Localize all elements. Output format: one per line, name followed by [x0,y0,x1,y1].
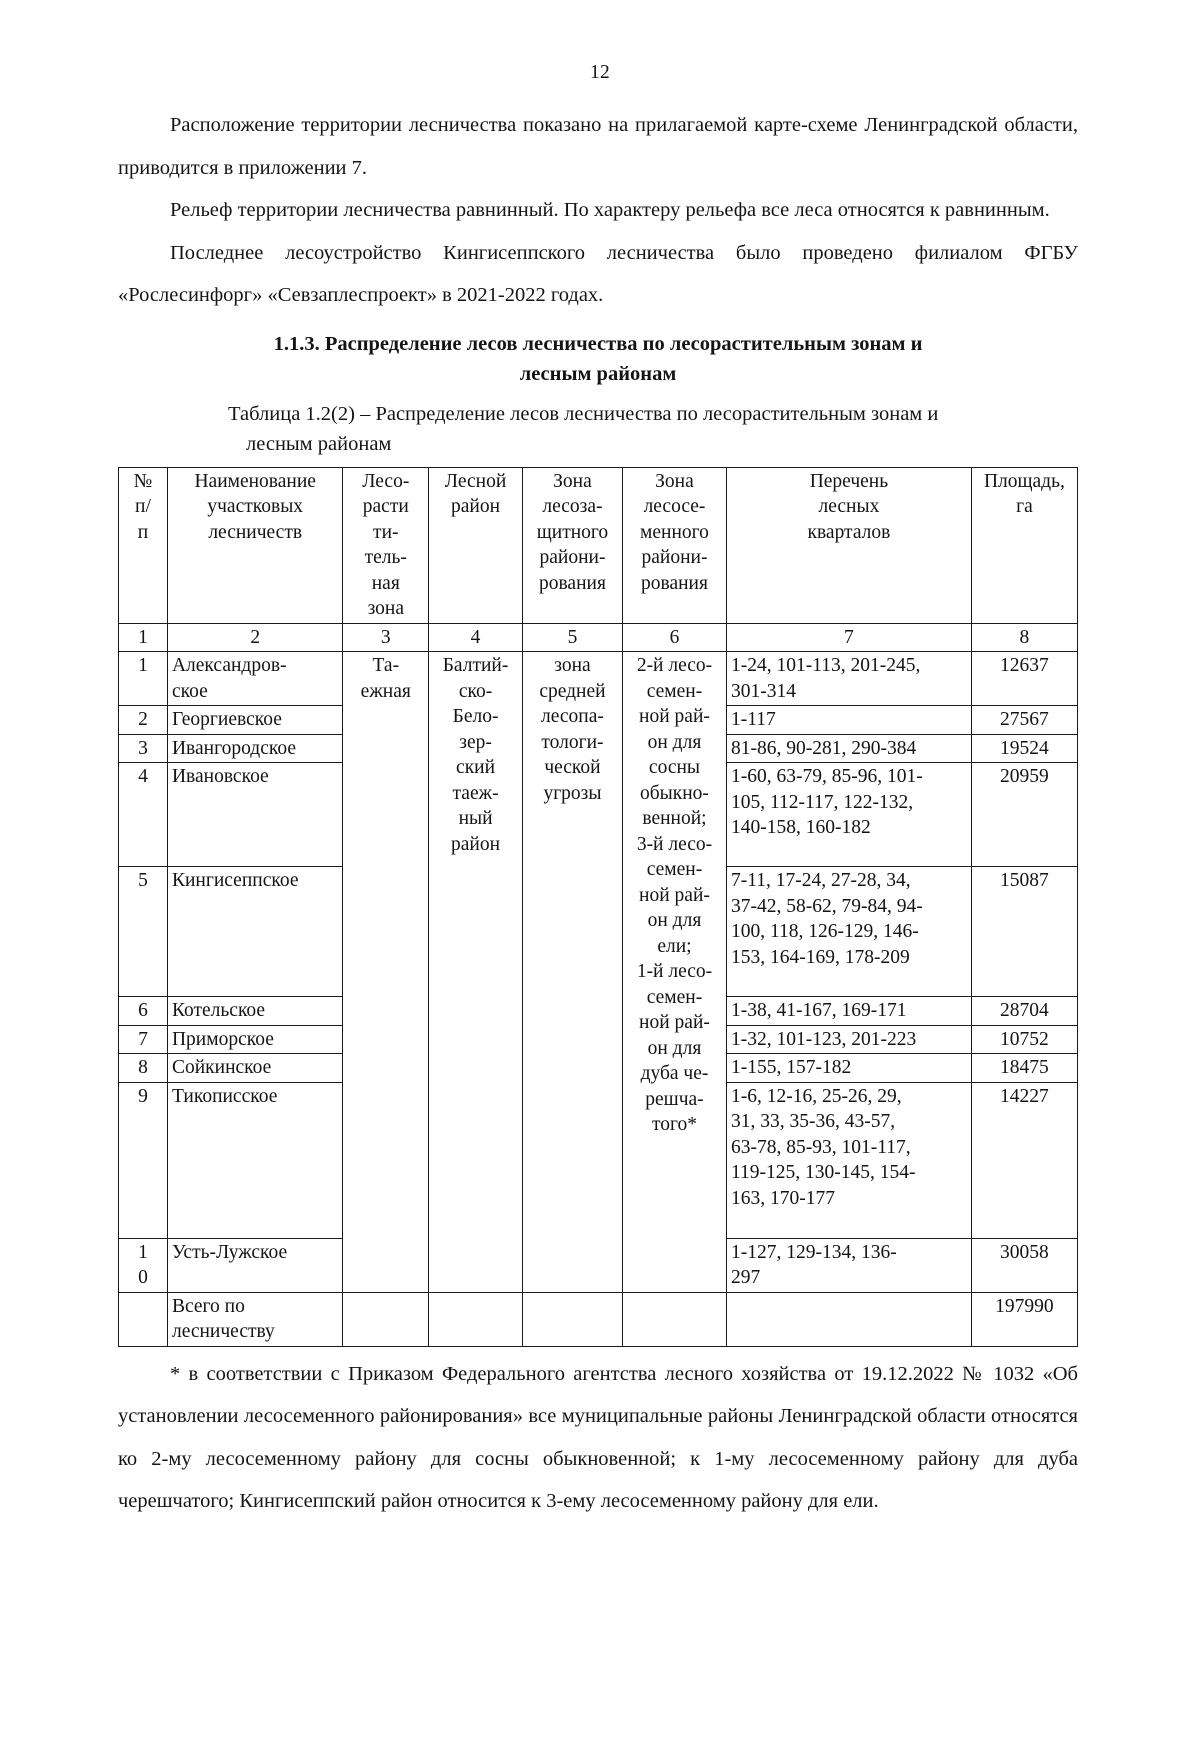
colnum-1: 1 [119,623,168,652]
cell-protection-zone-merged: зона средней лесопа- тологи- ческой угрозы [522,652,622,1293]
section-heading [118,329,1078,389]
cell-quarters: 7-11, 17-24, 27-28, 34, 37-42, 58-62, 79-84, 94- 100, 118, 126-129, 146- 153, 164-169, 178-209 [727,867,972,997]
table-caption-line1: Таблица 1.2(2) – Распределение лесов лесничества по лесорастительным зонам и [228,402,939,425]
cell-total-quarters [727,1292,972,1346]
paragraph-forest-management: Последнее лесоустройство Кингисеппского лесничества было проведено филиалом ФГБУ «Рослесинфорг» «Севзаплеспроект» в 2021-2022 годах. [118,241,1078,306]
cell-no: 3 [119,734,168,763]
cell-quarters: 1-32, 101-123, 201-223 [727,1025,972,1054]
cell-name: Ивановское [167,763,342,867]
header-name: Наименование участковых лесничеств [167,467,342,623]
colnum-8: 8 [971,623,1077,652]
cell-total-protection-zone [522,1292,622,1346]
cell-total-area: 197990 [971,1292,1077,1346]
table-header-row [119,467,1078,623]
forest-distribution-table [118,467,1078,1347]
header-protection-zone: Зона лесоза- щитного райони- рования [522,467,622,623]
colnum-4: 4 [429,623,523,652]
document-body [118,104,1078,1523]
paragraph-relief: Рельеф территории лесничества равнинный. По характеру рельефа все леса относятся к равнинным. [170,199,1050,221]
cell-area: 15087 [971,867,1077,997]
header-forest-region: Лесной район [429,467,523,623]
cell-no: 6 [119,997,168,1026]
cell-no: 2 [119,706,168,735]
footnote-text: * в соответствии с Приказом Федерального агентства лесного хозяйства от 19.12.2022 № 1032 «Об установлении лесосеменного районирования» все муниципальные районы Ленинградской области относятся ко 2-му лесосеменному району для сосны обыкновенной; к 1-му лесосеменному району для дуба черешчатого; Кингисеппский район относится к 3-ему лесосеменному району для ели. [118,1362,1078,1512]
cell-quarters: 1-127, 129-134, 136- 297 [727,1238,972,1292]
cell-name: Приморское [167,1025,342,1054]
cell-area: 14227 [971,1082,1077,1238]
cell-no: 7 [119,1025,168,1054]
colnum-5: 5 [522,623,622,652]
cell-area: 12637 [971,652,1077,706]
cell-name: Котельское [167,997,342,1026]
cell-name: Сойкинское [167,1054,342,1083]
cell-name: Тикописское [167,1082,342,1238]
cell-quarters: 1-155, 157-182 [727,1054,972,1083]
cell-total-seed-zone [622,1292,726,1346]
cell-no: 9 [119,1082,168,1238]
colnum-2: 2 [167,623,342,652]
document-page [0,62,1200,1758]
section-heading-line1: 1.1.3. Распределение лесов лесничества по лесорастительным зонам и [273,332,923,355]
header-veg-zone: Лесо- расти ти- тель- ная зона [343,467,429,623]
cell-area: 28704 [971,997,1077,1026]
cell-no: 4 [119,763,168,867]
header-no: № п/ п [119,467,168,623]
cell-name: Георгиевское [167,706,342,735]
cell-name: Ивангородское [167,734,342,763]
table-caption-line2: лесным районам [246,432,392,455]
cell-forest-region-merged: Балтий- ско- Бело- зер- ский таеж- ный район [429,652,523,1293]
cell-total-no [119,1292,168,1346]
cell-no: 1 0 [119,1238,168,1292]
section-heading-line2: лесным районам [519,362,677,385]
cell-quarters: 1-6, 12-16, 25-26, 29, 31, 33, 35-36, 43-57, 63-78, 85-93, 101-117, 119-125, 130-145, 154- 163, 170-177 [727,1082,972,1238]
colnum-6: 6 [622,623,726,652]
page-number: 12 [589,62,611,83]
cell-quarters: 1-117 [727,706,972,735]
cell-name: Кингисеппское [167,867,342,997]
cell-total-label: Всего по лесничеству [167,1292,342,1346]
cell-area: 18475 [971,1054,1077,1083]
cell-name: Усть-Лужское [167,1238,342,1292]
cell-area: 30058 [971,1238,1077,1292]
cell-area: 20959 [971,763,1077,867]
table-column-number-row [119,623,1078,652]
header-area: Площадь, га [971,467,1077,623]
table-caption [118,399,1078,459]
cell-total-forest-region [429,1292,523,1346]
header-seed-zone: Зона лесосе- менного райони- рования [622,467,726,623]
cell-quarters: 1-60, 63-79, 85-96, 101- 105, 112-117, 122-132, 140-158, 160-182 [727,763,972,867]
table-row [119,652,1078,706]
cell-total-veg-zone [343,1292,429,1346]
cell-no: 5 [119,867,168,997]
cell-quarters: 81-86, 90-281, 290-384 [727,734,972,763]
cell-quarters: 1-38, 41-167, 169-171 [727,997,972,1026]
cell-no: 1 [119,652,168,706]
cell-area: 10752 [971,1025,1077,1054]
colnum-7: 7 [727,623,972,652]
cell-quarters: 1-24, 101-113, 201-245, 301-314 [727,652,972,706]
cell-area: 19524 [971,734,1077,763]
cell-veg-zone-merged: Та- ежная [343,652,429,1293]
cell-name: Александров- ское [167,652,342,706]
cell-seed-zone-merged: 2-й лесо- семен- ной рай- он для сосны обыкно- венной; 3-й лесо- семен- ной рай- он для ели; 1-й лесо- семен- ной рай- он для дуба че- решча- того* [622,652,726,1293]
cell-no: 8 [119,1054,168,1083]
colnum-3: 3 [343,623,429,652]
header-quarters: Перечень лесных кварталов [727,467,972,623]
cell-area: 27567 [971,706,1077,735]
table-total-row [119,1292,1078,1346]
paragraph-location: Расположение территории лесничества показано на прилагаемой карте-схеме Ленинградской области, приводится в приложении 7. [118,114,1078,179]
